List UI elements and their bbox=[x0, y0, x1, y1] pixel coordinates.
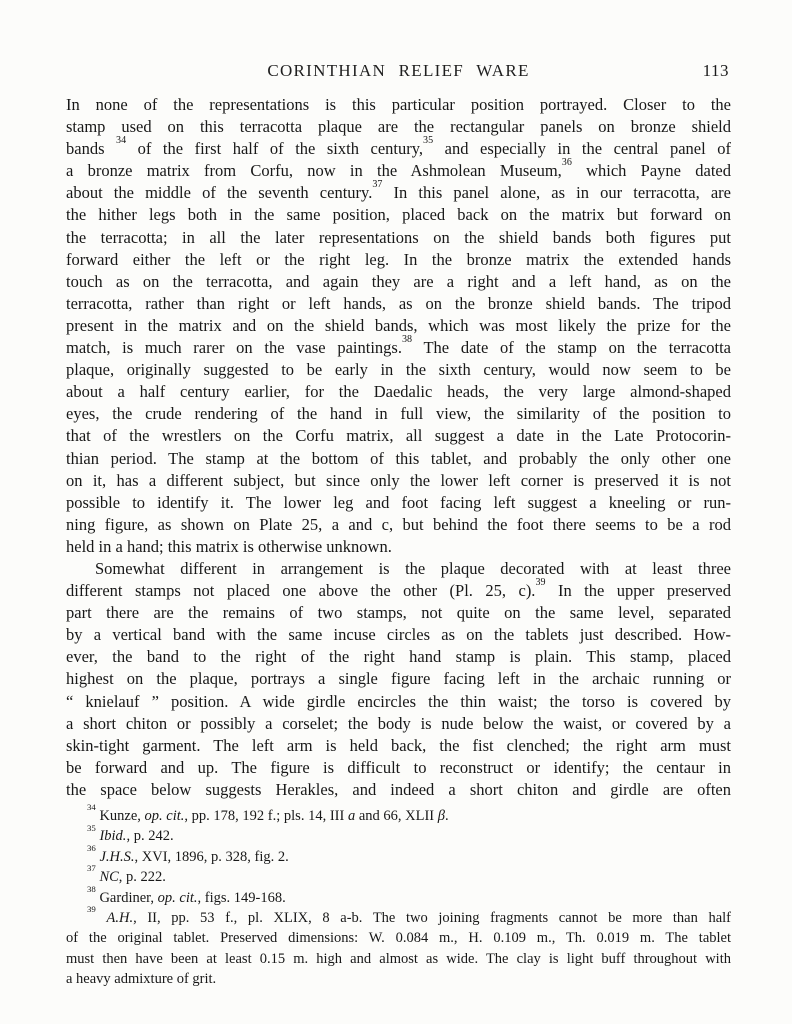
footnote-reference: 34 bbox=[116, 135, 127, 147]
text-line: In none of the representations is this particular position portrayed. Closer to the bbox=[66, 95, 731, 114]
footnote-line: a heavy admixture of grit. bbox=[66, 971, 217, 988]
footnote-line: must then have been at least 0.15 m. high and almost as wide. The clay is light buff throughout with bbox=[66, 950, 731, 967]
footnote-reference: 35 bbox=[87, 822, 96, 833]
footnote bbox=[66, 822, 731, 846]
text-line: ever, the band to the right of the right hand stamp is plain. This stamp, placed bbox=[66, 647, 731, 667]
italic-text: op. cit. bbox=[144, 808, 185, 824]
italic-text: β bbox=[437, 808, 445, 824]
footnote-reference: 38 bbox=[401, 334, 413, 346]
text-line: different stamps not placed one above the other (Pl. 25, c).$^{39}$ In the upper preserved bbox=[66, 577, 731, 601]
footnote-line: $^{35}$ Ibid., p. 242. bbox=[87, 822, 174, 845]
footnote-line: $^{34}$ Kunze, op. cit., pp. 178, 192 f.; pls. 14, III a and 66, XLII β. bbox=[87, 802, 449, 824]
running-head-title: CORINTHIAN RELIEF WARE bbox=[267, 61, 530, 80]
footnote-reference: 34 bbox=[87, 802, 96, 813]
text-line: bands $^{34}$ of the first half of the sixth century,$^{35}$ and especially in the central panel of bbox=[66, 135, 731, 159]
text-line: the space below suggests Herakles, and indeed a short chiton and girdle are often bbox=[66, 779, 731, 799]
footnote-line: $^{36}$ J.H.S., XVI, 1896, p. 328, fig. 2. bbox=[87, 843, 289, 865]
italic-text: a bbox=[347, 808, 356, 824]
footnote-reference: 39 bbox=[87, 904, 96, 915]
text-line: held in a hand; this matrix is otherwise unknown. bbox=[66, 536, 392, 556]
text-line: about a half century earlier, for the Daedalic heads, the very large almond-shaped bbox=[66, 382, 731, 402]
paragraph bbox=[66, 94, 731, 558]
footnote-reference: 38 bbox=[87, 883, 96, 894]
footnote-reference: 36 bbox=[87, 843, 96, 854]
text-line: be forward and up. The figure is difficult to reconstruct or identify; the centaur in bbox=[66, 757, 731, 777]
footnote bbox=[66, 843, 731, 867]
text-line: a short chiton or possibly a corselet; the body is nude below the waist, or covered by a bbox=[66, 713, 731, 733]
footnotes-container bbox=[66, 802, 732, 990]
text-line: part there are the remains of two stamps, not quite on the same level, separated bbox=[66, 603, 731, 623]
footnote-line: of the original tablet. Preserved dimensions: W. 0.084 m., H. 0.109 m., Th. 0.019 m. The tablet bbox=[66, 930, 731, 947]
paragraphs-container bbox=[66, 94, 731, 801]
text-line: about the middle of the seventh century.$^{37}$ In this panel alone, as in our terracotta, are bbox=[66, 179, 731, 203]
text-line: thian period. The stamp at the bottom of this tablet, and probably the only other one bbox=[66, 448, 731, 468]
text-line: on it, has a different subject, but since only the lower left corner is preserved it is not bbox=[66, 470, 731, 490]
text-line: plaque, originally suggested to be early in the sixth century, would now seem to be bbox=[66, 360, 731, 380]
page-header bbox=[66, 61, 731, 83]
text-line: forward either the left or the right leg. In the bronze matrix the extended hands bbox=[66, 249, 731, 269]
italic-text: NC bbox=[99, 869, 119, 886]
text-line: Somewhat different in arrangement is the plaque decorated with at least three bbox=[95, 558, 731, 578]
text-line: “ knielauf ” position. A wide girdle encircles the thin waist; the torso is covered by bbox=[66, 691, 731, 711]
paragraph bbox=[66, 558, 731, 801]
text-line: skin-tight garment. The left arm is held back, the fist clenched; the right arm must bbox=[66, 735, 731, 755]
text-line: a bronze matrix from Corfu, now in the Ashmolean Museum,$^{36}$ which Payne dated bbox=[66, 157, 731, 181]
text-line: that of the wrestlers on the Corfu matrix, all suggest a date in the Late Protocorin- bbox=[66, 426, 731, 446]
text-line: the terracotta; in all the later representations on the shield bands both figures put bbox=[66, 227, 731, 247]
footnote-reference: 35 bbox=[423, 135, 434, 147]
footnote bbox=[66, 883, 731, 908]
italic-text: J.H.S. bbox=[99, 848, 135, 865]
footnote-reference: 37 bbox=[372, 179, 383, 191]
text-line: touch as on the terracotta, and again they are a right and a left hand, as on the bbox=[66, 271, 731, 291]
text-line: eyes, the crude rendering of the hand in full view, the similarity of the position to bbox=[66, 404, 731, 424]
page-number: 113 bbox=[702, 61, 729, 80]
italic-text: Ibid. bbox=[99, 828, 127, 845]
text-line: possible to identify it. The lower leg and foot facing left suggest a kneeling or run- bbox=[66, 492, 731, 512]
footnote-line: $^{38}$ Gardiner, op. cit., figs. 149-168. bbox=[87, 883, 286, 906]
italic-text: A.H. bbox=[106, 910, 134, 927]
footnote bbox=[66, 904, 732, 990]
footnote-reference: 36 bbox=[561, 157, 572, 169]
text-line: by a vertical band with the same incuse circles as on the tablets just described. How- bbox=[66, 625, 731, 645]
footnote bbox=[66, 863, 731, 887]
text-line: highest on the plaque, portrays a single figure facing left in the archaic running or bbox=[66, 669, 731, 689]
text-line: stamp used on this terracotta plaque are the rectangular panels on bronze shield bbox=[66, 117, 731, 137]
text-line: match, is much rarer on the vase paintings.$^{38}$ The date of the stamp on the terracotta bbox=[66, 334, 731, 358]
body-text bbox=[66, 94, 731, 990]
footnote-reference: 39 bbox=[535, 577, 546, 589]
italic-text: op. cit. bbox=[157, 889, 198, 906]
footnote bbox=[66, 802, 731, 826]
footnote-line: $^{39}$ A.H., II, pp. 53 f., pl. XLIX, 8 a-b. The two joining fragments cannot be more than half bbox=[87, 904, 732, 927]
footnote-line: $^{37}$ NC, p. 222. bbox=[87, 863, 166, 886]
text-line: terracotta, rather than right or left hands, as on the bronze shield bands. The tripod bbox=[66, 293, 731, 313]
text-line: the hither legs both in the same position, placed back on the matrix but forward on bbox=[66, 205, 731, 225]
footnote-reference: 37 bbox=[87, 863, 96, 874]
text-line: ning figure, as shown on Plate 25, a and c, but behind the foot there seems to be a rod bbox=[66, 514, 731, 534]
text-line: present in the matrix and on the shield bands, which was most likely the prize for the bbox=[66, 315, 731, 335]
